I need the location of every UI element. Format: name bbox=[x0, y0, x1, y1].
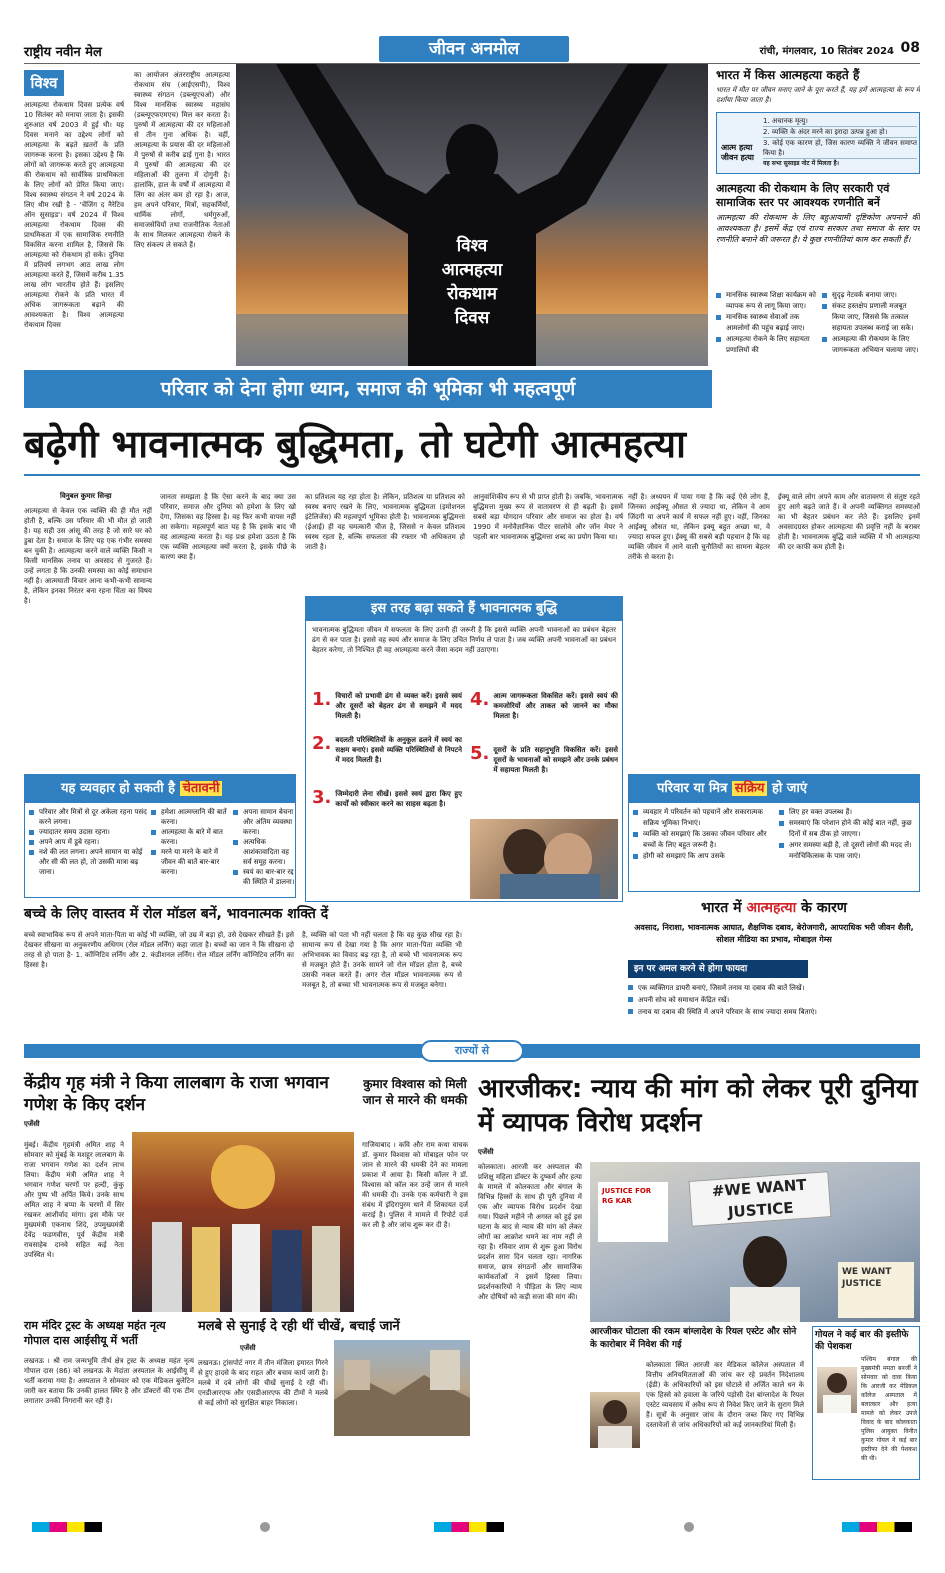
callout-number: 5. bbox=[470, 743, 490, 764]
story1-headline: केंद्रीय गृह मंत्री ने किया लालबाग के राजा भगवान गणेश के किए दर्शन bbox=[24, 1073, 329, 1115]
story3-headline: आरजीकर: न्याय की मांग को लेकर पूरी दुनिया में व्यापक विरोध प्रदर्शन bbox=[478, 1074, 918, 1138]
color-bar-left bbox=[32, 1522, 102, 1532]
hero-image-title-line: विश्व bbox=[456, 236, 488, 256]
rolemodel-text1: बच्चे स्वाभाविक रूप से अपने माता-पिता या कोई भी व्यक्ति, जो उम्र में बड़ा हो, उसे देखकर सीखते हैं। इसे देखकर सीखना या अनुकरणीय अधिगम (रोल मॉडल लर्निंग) कहा जाता है। बच्चों का जान ने कि सीखना दो तरह से हो पाता है- 1. कॉग्निटिव लर्निंग और 2. कंडीशनल लर्निंग। रोल मॉडल लर्निंग कॉग्निटिव लर्निंग का हिस्सा है। bbox=[24, 931, 294, 969]
strategy-left-list bbox=[716, 290, 816, 356]
hug-photo-icon bbox=[470, 819, 618, 899]
story3 bbox=[478, 1072, 920, 1140]
strategy-intro: आत्महत्या की रोकथाम के लिए बहुआयामी दृष्टिकोण अपनाने की आवश्यकता है। इसमें केंद्र एवं राज्य सरकार तथा समाज के स्तर पर रणनीति बनाने की जरूरत है। ये कुछ रणनीतियां काम कर सकती हैं। bbox=[716, 213, 920, 244]
rolemodel-title: बच्चे के लिए वास्तव में रोल मॉडल बनें, भावनात्मक शक्ति दें bbox=[24, 906, 329, 922]
callout-number: 4. bbox=[470, 689, 490, 710]
callout-right bbox=[470, 691, 618, 805]
causes-text: अवसाद, निराशा, भावनात्मक आघात, शैक्षणिक दबाव, बेरोजगारी, आपराधिक भरी जीवन शैली, सोशल मीडिया का प्रभाव, मोबाइल गेम्स bbox=[634, 923, 914, 944]
callout-item bbox=[470, 691, 618, 741]
main-col3: का प्रतिशत्व यह रहा होता है। लेकिन, प्रतिशत्व या प्रतिशत्व को स्वस्थ बनाए रखने के लिए, भावनात्मक बुद्धिमता (इमोशनल इंटेलिजेंस) की महत्वपूर्ण भूमिका होती है। भावनात्मक बुद्धिमत्ता (ईआई) ही वह चमत्कारी चीज है, जिससे न केवल प्रतिशत्व स्वस्थ रहता है, बल्कि सफलता की रफ्तार भी अधिकतम हो जाती है। bbox=[305, 493, 465, 551]
right-list-item: 2. व्यक्ति के अंदर मरने का इरादा उत्पन्न हुआ हो। bbox=[763, 127, 917, 138]
main-col6: ईक्यू वाले लोग अपने काम और वातावरण से संतुष्ट रहते हुए आगे बढ़ते जाते हैं। वे अपनी व्यक्तिगत समस्याओं का भी बेहतर प्रबंधन कर लेते हैं। इसलिए इनमें अवसादग्रस्त होकर आत्महत्या की प्रवृत्ति नहीं के बराबर होती है। भावनात्मक बुद्धि वाले व्यक्ति में भी आत्महत्या की दर काफी कम होती है। bbox=[778, 493, 920, 551]
story5-photo bbox=[334, 1340, 470, 1436]
registration-dot bbox=[260, 1522, 270, 1532]
warning-item: मरने या मरने के बारे में जीवन की बातें बार-बार करना। bbox=[151, 847, 229, 877]
newspaper-name: राष्ट्रीय नवीन मेल bbox=[24, 45, 102, 60]
right-list bbox=[763, 116, 917, 168]
main-col2: जानता समझता है कि ऐसा करने के बाद क्या उस परिवार, समाज और दुनिया को हमेशा के लिए खो देगा, जिसका वह हिस्सा है। वह फिर कभी वापस नहीं आ सकेगा। महत्वपूर्ण बात यह है कि इसके बाद भी वह आत्महत्या करता है। यह प्रश्न हमेशा उठता है कि एक व्यक्ति आत्महत्या क्यों करता है, इसके पीछे के कारण क्या हैं। bbox=[160, 493, 296, 561]
hero-text-col1: आत्महत्या रोकथाम दिवस प्रत्येक वर्ष 10 सितंबर को मनाया जाता है। इसकी शुरुआत वर्ष 2003 में हुई थी। यह दिवस मनाने का उद्देश्य लोगों को आत्महत्या के बढ़ते ख़तरों के प्रति जागरूक करना है। इसका उद्देश्य है कि लोगों को जागरूक करते हुए आत्महत्या की रोकथाम को सार्वत्रिक प्राथमिकता के लिए लोगों को प्रेरित किया जाए। विश्व स्वास्थ्य संगठन ने वर्ष 2024 के लिए थीम रखी है - 'चेंजिंग द नैरेटिव ऑन सुसाइड'। वर्ष 2024 में विश्व आत्महत्या रोकथाम दिवस की प्राथमिकता में एक सामाजिक रणनीति विकसित करना शामिल है, जिससे कि आत्महत्या को रोकथाम हो सके। दुनिया में प्रतिवर्ष लगभग आठ लाख लोग आत्महत्या करते हैं, जिसमें करीब 1.35 लाख लोग भारतीय होते हैं। इसलिए आत्महत्या रोकने के प्रति भारत में अधिक जागरूकता बढ़ाने की आवश्यकता है। विश्व आत्महत्या रोकथाम दिवस bbox=[24, 101, 124, 329]
callout-item bbox=[312, 691, 462, 731]
family-title bbox=[629, 775, 919, 803]
callout-number: 2. bbox=[312, 733, 332, 754]
hero-image-title-line: दिवस bbox=[454, 308, 490, 328]
family-item: व्यक्ति को समझाएं कि उसका जीवन परिवार और बच्चों के लिए बहुत जरूरी है। bbox=[633, 829, 773, 851]
hero-badge: विश्व bbox=[24, 70, 64, 96]
story6-headline: गोयल ने कई बार की इस्तीफे की पेशकश bbox=[815, 1330, 909, 1352]
warning-item: ज्यादातर समय उदास रहना। bbox=[29, 827, 147, 837]
right-intro: भारत में मौत पर जीवन मनाए जाने के पूरा करते हैं, यह हमें आत्महत्या के रूप में दर्शाया किया जाता है। bbox=[716, 86, 920, 104]
protest-sign-small: JUSTICE FOR RG KAR bbox=[598, 1182, 668, 1242]
right-label: आत्म हत्या जीवन हत्या bbox=[721, 143, 754, 162]
strategy-right-list bbox=[822, 290, 920, 356]
warning-item: स्वयं का बार-बार रद्द की स्थिति में डालना। bbox=[233, 867, 295, 887]
family-title-text: परिवार या मित्र bbox=[657, 781, 732, 796]
story4 bbox=[24, 1318, 194, 1348]
story5-text: लखनऊ। ट्रांसपोर्ट नगर में तीन मंजिला इमारत गिरने से हुए हादसे के बाद राहत और बचाव कार्य जारी है। मलबे में दबे लोगों की चीखें सुनाई दे रही थीं। एनडीआरएफ और एसडीआरएफ की टीमों ने मलबे से कई लोगों को सुरक्षित बाहर निकाला। bbox=[198, 1359, 328, 1407]
main-headline: बढ़ेगी भावनात्मक बुद्धिमता, तो घटेगी आत्महत्या bbox=[24, 422, 686, 466]
warning-item: परिवार और मित्रों से दूर अकेला रहना पसंद करने लगना। bbox=[29, 807, 147, 827]
hero-image-title-line: आत्महत्या bbox=[441, 260, 503, 280]
strategy-title: आत्महत्या की रोकथाम के लिए सरकारी एवं सामाजिक स्तर पर आवश्यक रणनीति बनें bbox=[716, 182, 890, 209]
hero-banner: परिवार को देना होगा ध्यान, समाज की भूमिका भी महत्वपूर्ण bbox=[24, 370, 712, 408]
rolemodel-block bbox=[24, 904, 624, 1012]
print-marks bbox=[24, 1520, 920, 1534]
causes-title-text: के कारण bbox=[796, 900, 847, 916]
right-note: यह सभा सुसाइड नोट में मिलता है। bbox=[763, 160, 839, 167]
rolemodel-text2: है, व्यक्ति को पता भी नहीं चलता है कि वह कुछ सीख रहा है। सामान्य रूप से देखा गया है कि अगर माता-पिता व्यक्ति भी अभिभावक का विवाद बढ़ रहा है, तो बच्चे भी भावनात्मक रूप से मजबूत होते हैं। उनके सामने जो रोल मॉडल होता है, बच्चे उसकी नकल करते हैं। अगर रोल मॉडल भावनात्मक रूप से मजबूत है, तो बच्चा भी भावनात्मक रूप से मजबूत बनेगा। bbox=[302, 931, 462, 989]
story6 bbox=[812, 1326, 920, 1480]
hero-image-title bbox=[406, 234, 538, 330]
right-list-item: 3. कोई एक कारण हो, जिस कारण व्यक्ति ने जीवन समाप्त किया है। bbox=[763, 139, 917, 157]
story6-text: पश्चिम बंगाल की मुख्यमंत्री ममता बनर्जी ने सोमवार को दावा किया कि आरजी कर मेडिकल कॉलेज अस्पताल में बलात्कार और हत्या मामले को लेकर उपजे विवाद के बाद कोलकाता पुलिस आयुक्त विनीत कुमार गोयल ने कई बार इस्तीफा देने की पेशकश की थी। bbox=[861, 1356, 917, 1462]
story5-text2 bbox=[334, 1440, 470, 1478]
callout-title: इस तरह बढ़ा सकते हैं भावनात्मक बुद्धि bbox=[306, 597, 622, 621]
right-title: भारत में किस आत्महत्या कहते हैं bbox=[716, 68, 860, 82]
hero-image-title-line: रोकथाम bbox=[447, 284, 497, 304]
date-line: रांची, मंगलवार, 10 सितंबर 2024 bbox=[759, 46, 894, 57]
warning-item: हमेशा आत्मग्लानि की बातें करना। bbox=[151, 807, 229, 827]
hero-text-col2: का आयोजन अंतरराष्ट्रीय आत्महत्या रोकथाम संघ (आईएसपी), विश्व स्वास्थ्य संगठन (डब्ल्यूएचओ) और विश्व मानसिक स्वास्थ्य महासंघ (डब्ल्यूएफएमएच) मिल कर करता है। पुरुषों में आत्महत्या की दर महिलाओं से तीन गुना अधिक है। वहीं, आत्महत्या के प्रयास की दर महिलाओं में पुरुषों से करीब ढाई गुना है। भारत में पुरुषों की आत्महत्या की दर महिलाओं की तुलना में दोगुनी है। हालांकि, हाल के वर्षों में आत्महत्या में लिंग का अंतर कम हो रहा है। आज, हम अपने परिवार, मित्रों, सहकर्मियों, धार्मिक लोगों, धर्मगुरुओं, समाजसेवियों तथा राजनीतिक नेताओं के साथ मिलकर आत्महत्या रोकने के लिए संकल्प ले सकते हैं। bbox=[134, 71, 230, 249]
protest-sign: #WE WANT JUSTICE bbox=[689, 1171, 832, 1227]
strategy-item: आत्महत्या की रोकथाम के लिए जागरूकता अभियान चलाया जाए। bbox=[822, 334, 920, 356]
family-title-text: हो जाएं bbox=[767, 781, 808, 796]
causes-item: तनाव या दबाव की स्थिति में अपने परिवार के साथ ज्यादा समय बिताएं। bbox=[628, 1006, 920, 1018]
main-col1: आत्महत्या से केवल एक व्यक्ति की ही मौत नहीं होती है, बल्कि उस परिवार की भी मौत हो जाती है। यह सही उस आंसू की तरह है जो सारे घर को डुबा देता है। समाज के लिए यह एक गंभीर समस्या बन चुकी है। आत्महत्या करने वाले व्यक्ति किसी न किसी मानसिक तनाव या अवसाद से गुजरते हैं। उन्हें लगता है कि उनकी समस्या का कोई समाधान नहीं है। आत्मघाती विचार आना कभी-कभी सामान्य है, लेकिन इनका निरंतर बना रहना चिंता का विषय है। bbox=[24, 507, 152, 605]
strategy-item: आत्महत्या रोकने के लिए सहायता प्रणालियों की bbox=[716, 334, 816, 356]
warning-item: अत्यधिक आशंकावादिता वह सर्व समूह करना। bbox=[233, 837, 295, 867]
warning-col1 bbox=[29, 807, 147, 877]
family-item: व्यवहार में परिवर्तन को पहचानें और सकारात्मक सक्रिय भूमिका निभाएं। bbox=[633, 807, 773, 829]
family-title-highlight: सक्रिय bbox=[732, 781, 768, 796]
states-label: राज्यों से bbox=[420, 1040, 524, 1062]
right-list-item: 1. अचानक मृत्यु। bbox=[763, 116, 917, 127]
family-left bbox=[633, 807, 773, 862]
story3-sub-headline: आरजीकर घोटाला की रकम बांग्लादेश के रियल एस्टेट और सोने के कारोबार में निवेश की गई bbox=[590, 1327, 797, 1350]
story3-photo bbox=[590, 1162, 920, 1322]
story1 bbox=[24, 1072, 354, 1129]
warning-title-highlight: चेतावनी bbox=[180, 781, 223, 796]
causes-item: अपनी सोच को समाधान केंद्रित रखें। bbox=[628, 994, 920, 1006]
ganesh-darshan-photo-icon bbox=[132, 1132, 354, 1312]
callout-item bbox=[312, 735, 462, 785]
story5-headline: मलबे से सुनाई दे रही थीं चीखें, बचाई जानें bbox=[198, 1319, 400, 1334]
family-item: होगी को समझाएं कि आप उसके bbox=[633, 851, 773, 862]
warning-col3 bbox=[233, 807, 295, 887]
warning-item: अपने आप में डूबे रहना। bbox=[29, 837, 147, 847]
callout-left bbox=[312, 691, 462, 839]
warning-col2 bbox=[151, 807, 229, 877]
registration-dot bbox=[684, 1522, 694, 1532]
callout-text: दूसरों के प्रति सहानुभूति विकसित करें। इससे दूसरों के भावनाओं को समझने और उनके प्रबंधन में सहायता मिलती है। bbox=[493, 746, 618, 774]
story4-text: लखनऊ । श्री राम जन्मभूमि तीर्थ क्षेत्र ट्रस्ट के अध्यक्ष महंत नृत्य गोपाल दास (86) को लखनऊ के मेदांता अस्पताल के आईसीयू में भर्ती कराया गया है। अस्पताल ने सोमवार को एक मेडिकल बुलेटिन जारी कर बताया कि उनकी हालत स्थिर है और डॉक्टरों की एक टीम लगातार उनकी निगरानी कर रही है। bbox=[24, 1357, 194, 1405]
strategy-item: मानसिक स्वास्थ्य शिक्षा कार्यक्रम को व्यापक रूप से लागू किया जाए। bbox=[716, 290, 816, 312]
main-col5: नहीं है। अध्ययन में पाया गया है कि कई ऐसे लोग हैं, जिनका आईक्यू औसत से ज्यादा था, लेकिन वे आम जिंदगी या अपने कार्य में सफल नहीं हुए। वहीं, जिनका आईक्यू औसत था, लेकिन इक्यू बहुत अच्छा था, वे ज्यादा सफल हुए। ईक्यू की सबसे बड़ी पहचान है कि वह व्यक्ति जीवन में आने वाली चुनौतियों का सामना बेहतर तरीके से करता है। bbox=[628, 493, 770, 561]
callout-number: 3. bbox=[312, 787, 332, 808]
warning-item: आत्महत्या के बारे में बात करना। bbox=[151, 827, 229, 847]
story5-agency: एजेंसी bbox=[240, 1344, 256, 1352]
story2-headline: कुमार विश्वास को मिली जान से मारने की धमकी bbox=[362, 1077, 468, 1107]
causes-list bbox=[628, 982, 920, 1018]
family-item: लिए हर वक्त उपलब्ध हैं। bbox=[779, 807, 917, 818]
right-definition-box bbox=[716, 112, 920, 174]
causes-title-highlight: आत्महत्या bbox=[746, 900, 797, 916]
story3-agency: एजेंसी bbox=[478, 1148, 494, 1156]
headline-rule bbox=[24, 474, 920, 476]
callout-text: विचारों को प्रभावी ढंग से व्यक्त करें। इससे स्वयं और दूसरों को बेहतर ढंग से समझने में मदद मिलती है। bbox=[335, 692, 462, 720]
warning-item: अपना सामान बेचना और अंतिम व्यवस्था करना। bbox=[233, 807, 295, 837]
causes-title bbox=[628, 898, 920, 918]
strategy-block bbox=[716, 182, 920, 266]
story4-headline: राम मंदिर ट्रस्ट के अध्यक्ष महंत नृत्य गोपाल दास आईसीयू में भर्ती bbox=[24, 1319, 166, 1347]
story3-text: कोलकाता। आरजी कर अस्पताल की प्रशिक्षु महिला डॉक्टर के दुष्कर्म और हत्या के मामले में कोलकाता और बंगाल के विभिन्न हिस्सों के साथ ही पूरी दुनिया में एक और व्यापक विरोध प्रदर्शन देखा गया। पिछले महीने नौ अगस्त को हुई इस घटना के बाद से न्याय की मांग को लेकर लोगों का आक्रोश थमने का नाम नहीं ले रहा है। रविवार शाम से शुरू हुआ विरोध प्रदर्शन सारा दिन चलता रहा। नागरिक समाज, छात्र संगठनों और सामाजिक कार्यकर्ताओं ने इसमें हिस्सा लिया। प्रदर्शनकारियों ने पीड़िता के लिए न्याय और दोषियों को कड़ी सजा की मांग की। bbox=[478, 1163, 582, 1301]
family-box bbox=[628, 774, 920, 892]
warning-item: नशे की लत लगना। अपने सामान या कोई और सी की लत हो, तो उसकी मात्रा बढ़ जाना। bbox=[29, 847, 147, 877]
callout-box bbox=[305, 596, 623, 902]
hero-image bbox=[236, 64, 708, 366]
callout-item bbox=[470, 745, 618, 805]
page-number: 08 bbox=[900, 40, 920, 56]
strategy-item: सुदृढ़ नेटवर्क बनाया जाए। bbox=[822, 290, 920, 301]
building-collapse-photo-icon bbox=[334, 1340, 470, 1436]
callout-intro: भावनात्मक बुद्धिमता जीवन में सफलता के लिए उतनी ही जरूरी है कि इससे व्यक्ति अपनी भावनाओं का प्रबंधन बेहतर ढंग से कर पाता है। इससे वह स्वयं और समाज के लिए उचित निर्णय ले पाता है। जब व्यक्ति अपनी भावनाओं का प्रबंधन बेहतर करेगा, तो निश्चित ही वह आत्महत्या करने जैसा कदम नहीं उठाएगा। bbox=[312, 626, 616, 654]
causes-item: एक व्यक्तिगत डायरी बनाएं, जिसमें तनाव या दबाव की बातें लिखें। bbox=[628, 982, 920, 994]
family-item: अगर समस्या बड़ी है, तो दूसरों लोगों की मदद लें। मनोचिकित्सक के पास जाएं। bbox=[779, 840, 917, 862]
hero-right-panel bbox=[716, 68, 920, 113]
callout-text: आत्म जागरूकता विकसित करें। इससे स्वयं की कमजोरियों और ताकत को जानने का मौका मिलता है। bbox=[493, 692, 618, 720]
callout-photo bbox=[470, 819, 618, 899]
color-bar-right bbox=[842, 1522, 912, 1532]
masthead bbox=[24, 36, 920, 62]
protest-sign-right: WE WANT JUSTICE bbox=[838, 1262, 914, 1318]
callout-item bbox=[312, 789, 462, 839]
callout-text: जिम्मेदारी लेना सीखें। इससे स्वयं द्वारा किए हुए कार्यों को स्वीकार करने का साहस बढ़ता है। bbox=[335, 790, 462, 808]
causes-block bbox=[628, 898, 920, 1038]
hero-text-col1-top bbox=[68, 70, 124, 100]
story5 bbox=[198, 1318, 470, 1336]
causes-title-text: भारत में bbox=[701, 900, 747, 916]
story1-text: मुंबई। केंद्रीय गृहमंत्री अमित शाह ने सोमवार को मुंबई के मशहूर लालबाग के राजा भगवान गणेश का दर्शन लाभ लिया। केंद्रीय मंत्री अमित शाह ने भगवान गणेश चरणों पर हल्दी, कुंकु और पुष्प भी अर्पित किये। उनके साथ अमित शाह ने बप्पा के चरणों में सिर रखकर आशीर्वाद मांगा। इस मौके पर मुख्यमंत्री एकनाथ शिंदे, उपमुख्यमंत्री देवेंद्र फडणवीस, पूर्व केंद्रीय मंत्री रावसाहेब दानवे सहित कई नेता उपस्थित थे। bbox=[24, 1141, 124, 1259]
story2-text: गाजियाबाद । कवि और राम कथा वाचक डॉ. कुमार विश्वास को मोबाइल फोन पर जान से मारने की धमकी देने का मामला प्रकाश में आया है। किसी कॉलर ने डॉ. विश्वास को कॉल कर उन्हें जान से मारने की धमकी दी। उनके एक कर्मचारी ने इस संबंध में इंदिरापुरम थाने में शिकायत दर्ज कराई है। पुलिस ने मामले में रिपोर्ट दर्ज कर ली है और जांच शुरू कर दी है। bbox=[362, 1141, 468, 1229]
story3-sub bbox=[590, 1326, 804, 1352]
protester-photo-icon bbox=[710, 1232, 820, 1322]
callout-number: 1. bbox=[312, 689, 332, 710]
section-title: जीवन अनमोल bbox=[379, 36, 569, 62]
warning-title bbox=[25, 775, 295, 803]
family-right bbox=[779, 807, 917, 862]
story3-sub-text: कोलकाता स्थित आरजी कर मेडिकल कॉलेज अस्पताल में वित्तीय अनियमितताओं की जांच कर रहे प्रवर्तन निदेशालय (ईडी) के अधिकारियों को इस घोटाले से अर्जित काले धन के एक हिस्से को हवाला के जरिये पड़ोसी देश बांग्लादेश के रियल एस्टेट व्यवसाय में अवैध रूप से निवेश किए जाने के सुराग मिले हैं। सूत्रों के अनुसार जांच के दौरान जब्त किए गए विभिन्न दस्तावेजों से जांच अधिकारियों को कई जानकारियां मिली हैं। bbox=[646, 1361, 804, 1429]
warning-box bbox=[24, 774, 296, 898]
color-bar-center bbox=[434, 1522, 504, 1532]
main-col4: आनुवांशिकीय रूप से भी प्राप्त होती है। जबकि, भावनात्मक बुद्धिमत्ता मुख्य रूप से वातावरण से ही बढ़ती है। इसमें सबसे बड़ा योगदान परिवार और समाज का होता है। वर्ष 1990 में मनोवैज्ञानिक पीटर सालोवे और जॉन मेयर ने पहली बार भावनात्मक बुद्धिमत्ता शब्द का प्रयोग किया था। bbox=[473, 493, 623, 541]
story1-agency: एजेंसी bbox=[24, 1120, 40, 1128]
story1-photo bbox=[132, 1132, 354, 1312]
strategy-item: संकट हस्तक्षेप प्रणाली मजबूत किया जाए, जिससे कि तत्काल सहायता उपलब्ध कराई जा सके। bbox=[822, 301, 920, 334]
strategy-item: मानसिक स्वास्थ्य सेवाओं तक आमलोगों की पहुंच बढ़ाई जाए। bbox=[716, 312, 816, 334]
story2 bbox=[362, 1076, 468, 1108]
main-byline: विनुबल कुमार सिन्हा bbox=[60, 492, 112, 500]
family-item: समस्याएं कि परेशान होने की कोई बात नहीं, कुछ दिनों में सब ठीक हो जाएगा। bbox=[779, 818, 917, 840]
causes-bar: इन पर अमल करने से होगा फायदा bbox=[628, 960, 808, 978]
callout-text: बदलती परिस्थितियों के अनुकूल ढलने में स्वयं का सक्षम बनाएं। इससे व्यक्ति परिस्थितियों से निपटने में मदद मिलती है। bbox=[335, 736, 462, 764]
warning-title-text: यह व्यवहार हो सकती है bbox=[61, 781, 180, 796]
